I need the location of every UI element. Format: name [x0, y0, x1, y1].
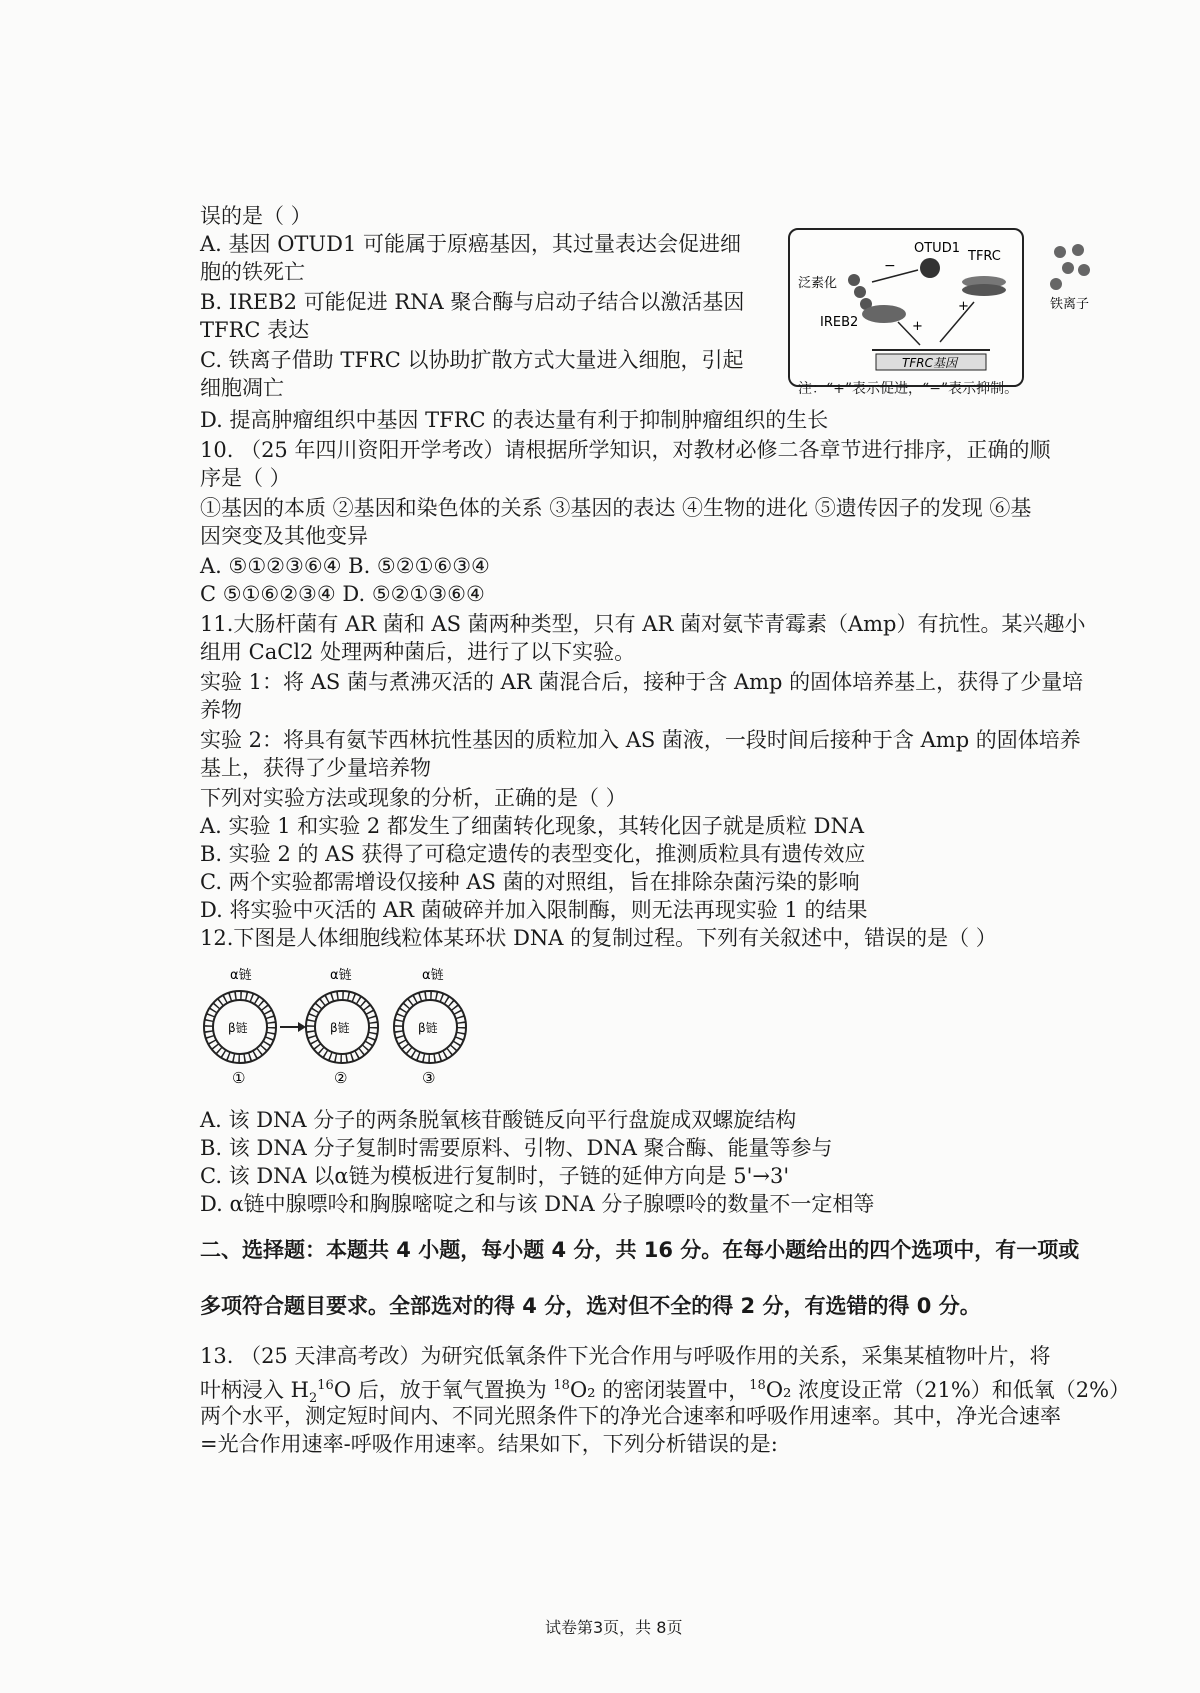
q13-stem-line3: 两个水平，测定短时间内、不同光照条件下的净光合速率和呼吸作用速率。其中，净光合速率 — [200, 1404, 1061, 1428]
q10-items-line1: ①基因的本质 ②基因和染色体的关系 ③基因的表达 ④生物的进化 ⑤遗传因子的发现 ⑥基 — [200, 496, 1032, 520]
figure-label-2: ② — [334, 1069, 348, 1087]
q10-stem-line1: 10. （25 年四川资阳开学考改）请根据所学知识，对教材必修二各章节进行排序，正确的顺 — [200, 438, 1051, 462]
q12-option-b: B. 该 DNA 分子复制时需要原料、引物、DNA 聚合酶、能量等参与 — [200, 1136, 833, 1160]
q11-option-a: A. 实验 1 和实验 2 都发生了细菌转化现象，其转化因子就是质粒 DNA — [200, 814, 864, 838]
ireb2-protein-icon — [862, 305, 906, 323]
circular-dna-2 — [306, 968, 378, 1087]
iron-ions-outside — [1020, 238, 1130, 338]
q11-option-d: D. 将实验中灭活的 AR 菌破碎并加入限制酶，则无法再现实验 1 的结果 — [200, 898, 868, 922]
q10-items-line2: 因突变及其他变异 — [200, 524, 368, 548]
q10-stem-line2: 序是（ ） — [200, 466, 291, 490]
iron-ion-icon — [1050, 278, 1062, 290]
ubiquitin-bead-icon — [854, 286, 866, 298]
figure-label-1: ① — [232, 1069, 246, 1087]
process-arrow-head — [298, 1022, 306, 1032]
promote-sign-1: + — [912, 319, 923, 334]
iron-ion-icon — [1054, 246, 1066, 258]
inhibit-sign: − — [884, 258, 896, 274]
otud1-label: OTUD1 — [914, 241, 960, 256]
alpha-strand-label: α链 — [422, 968, 444, 983]
q13-stem-line4: =光合作用速率-呼吸作用速率。结果如下，下列分析错误的是: — [200, 1432, 778, 1456]
alpha-strand-label: α链 — [230, 968, 252, 983]
q13-stem-line1: 13. （25 天津高考改）为研究低氧条件下光合作用与呼吸作用的关系，采集某植物叶片，将 — [200, 1344, 1051, 1368]
q9-figure-diagram — [790, 230, 1022, 385]
tfrc-label: TFRC — [968, 249, 1001, 264]
q11-exp2-line2: 基上，获得了少量培养物 — [200, 756, 431, 780]
iron-ion-icon — [1078, 264, 1090, 276]
q9-option-c-line2: 细胞凋亡 — [200, 376, 284, 400]
q11-exp1-line1: 实验 1：将 AS 菌与煮沸灭活的 AR 菌混合后，接种于含 Amp 的固体培养基上，获得了少量培 — [200, 670, 1084, 694]
q11-option-b: B. 实验 2 的 AS 获得了可稳定遗传的表型变化，推测质粒具有遗传效应 — [200, 842, 866, 866]
q11-ask: 下列对实验方法或现象的分析，正确的是（ ） — [200, 786, 627, 810]
q11-option-c: C. 两个实验都需增设仅接种 AS 菌的对照组，旨在排除杂菌污染的影响 — [200, 870, 860, 894]
q9-option-b-line2: TFRC 表达 — [200, 318, 310, 342]
circular-dna-1 — [204, 968, 276, 1087]
q12-option-d: D. α链中腺嘌呤和胸腺嘧啶之和与该 DNA 分子腺嘌呤的数量不一定相等 — [200, 1192, 875, 1216]
figure-label-3: ③ — [422, 1069, 436, 1087]
q9-figure-note: 注：“+”表示促进，“−”表示抑制。 — [798, 381, 1019, 397]
promote-sign-2: + — [958, 299, 969, 314]
tfrc-gene-label: TFRC基因 — [902, 356, 957, 370]
q10-options-ab: A. ⑤①②③⑥④ B. ⑤②①⑥③④ — [200, 554, 490, 578]
iron-ion-icon — [1072, 244, 1084, 256]
q9-option-c-line1: C. 铁离子借助 TFRC 以协助扩散方式大量进入细胞，引起 — [200, 348, 744, 372]
circular-dna-3 — [394, 968, 466, 1087]
section2-heading-line2: 多项符合题目要求。全部选对的得 4 分，选对但不全的得 2 分，有选错的得 0 分。 — [200, 1294, 981, 1318]
q11-stem-line2: 组用 CaCl2 处理两种菌后，进行了以下实验。 — [200, 640, 636, 664]
iron-ion-icon — [1062, 262, 1074, 274]
q13-stem-line2: 叶柄浸入 $H_2^{16}O$ 后，放于氧气置换为 $^{18}$O₂ 的密闭装置中，$^{18}$O₂ 浓度设正常（21%）和低氧（2%） — [200, 1378, 1131, 1407]
q9-option-b-line1: B. IREB2 可能促进 RNA 聚合酶与启动子结合以激活基因 — [200, 290, 745, 314]
q9-stem-tail: 误的是（ ） — [200, 204, 312, 228]
ubiquitination-label: 泛素化 — [798, 276, 838, 291]
q9-option-a-line1: A. 基因 OTUD1 可能属于原癌基因，其过量表达会促进细 — [200, 232, 741, 256]
iron-ion-label: 铁离子 — [1050, 297, 1090, 312]
page-footer: 试卷第3页，共 8页 — [545, 1618, 683, 1637]
otud1-protein-icon — [920, 258, 940, 278]
q11-exp1-line2: 养物 — [200, 698, 242, 722]
beta-strand-label: β链 — [418, 1021, 438, 1035]
section2-heading-line1: 二、选择题：本题共 4 小题，每小题 4 分，共 16 分。在每小题给出的四个选项中，有一项或 — [200, 1238, 1080, 1262]
ireb2-label: IREB2 — [820, 315, 859, 330]
beta-strand-label: β链 — [228, 1021, 248, 1035]
q9-option-d: D. 提高肿瘤组织中基因 TFRC 的表达量有利于抑制肿瘤组织的生长 — [200, 408, 829, 432]
beta-strand-label: β链 — [330, 1021, 350, 1035]
q12-stem: 12.下图是人体细胞线粒体某环状 DNA 的复制过程。下列有关叙述中，错误的是（ ） — [200, 926, 997, 950]
ubiquitin-bead-icon — [848, 274, 860, 286]
q10-options-cd: C ⑤①⑥②③④ D. ⑤②①③⑥④ — [200, 582, 485, 606]
q12-option-c: C. 该 DNA 以α链为模板进行复制时，子链的延伸方向是 5'→3' — [200, 1164, 790, 1188]
q12-dna-replication-figure — [200, 965, 470, 1090]
tfrc-receptor-icon — [962, 284, 1006, 296]
q9-figure — [788, 228, 1024, 387]
q11-stem-line1: 11.大肠杆菌有 AR 菌和 AS 菌两种类型，只有 AR 菌对氨苄青霉素（Amp）有抗性。某兴趣小 — [200, 612, 1086, 636]
promote-arrow-2 — [940, 302, 974, 342]
alpha-strand-label: α链 — [330, 968, 352, 983]
q12-option-a: A. 该 DNA 分子的两条脱氧核苷酸链反向平行盘旋成双螺旋结构 — [200, 1108, 797, 1132]
q11-exp2-line1: 实验 2：将具有氨苄西林抗性基因的质粒加入 AS 菌液，一段时间后接种于含 Amp 的固体培养 — [200, 728, 1081, 752]
q9-option-a-line2: 胞的铁死亡 — [200, 260, 305, 284]
